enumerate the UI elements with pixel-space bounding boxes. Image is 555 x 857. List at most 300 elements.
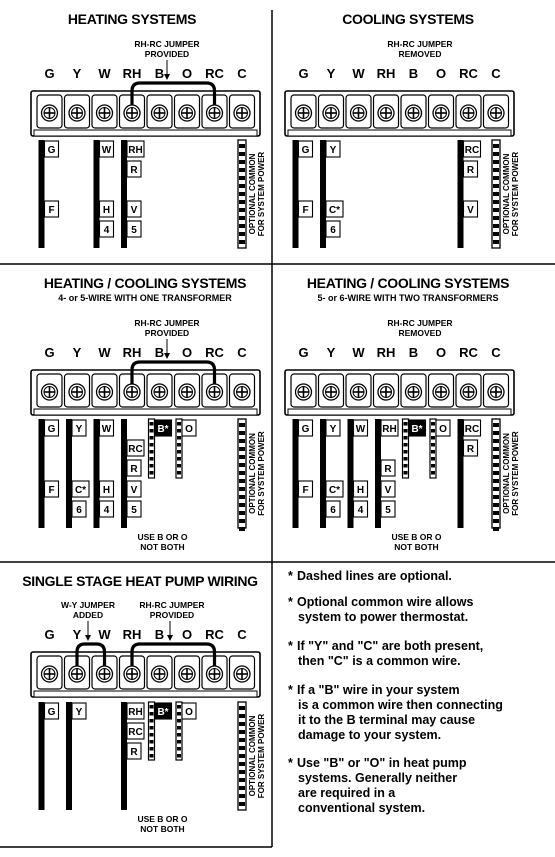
dash-mark [404, 429, 408, 433]
dash-mark [239, 447, 245, 451]
dash-mark [404, 450, 408, 454]
wire-label: V [130, 205, 138, 216]
dash-mark [239, 471, 245, 475]
wire-label: H [102, 485, 111, 496]
wire-label: RC [128, 444, 143, 455]
wire-label: R [466, 165, 475, 176]
asterisk-icon: * [288, 683, 293, 697]
wire [66, 702, 72, 810]
wire-label: RC [464, 145, 480, 156]
dash-mark [493, 152, 499, 156]
terminal-strip-base [288, 409, 511, 415]
terminal-label-rh: RH [122, 345, 142, 360]
jumper-label: RH-RC JUMPER [134, 318, 200, 328]
terminal-strip-base [34, 691, 257, 697]
terminal-label-rh: RH [122, 66, 142, 81]
panel-title: HEATING / COOLING SYSTEMS [43, 275, 247, 291]
wire-label: G [301, 145, 310, 156]
dash-mark [493, 200, 499, 204]
dash-mark [493, 224, 499, 228]
optional-common-label: OPTIONAL COMMON [248, 715, 257, 797]
terminal-label-rh: RH [122, 627, 142, 642]
terminal-label-g: G [44, 66, 55, 81]
wire [39, 140, 45, 248]
dash-mark [150, 471, 154, 475]
dash-mark [177, 464, 181, 468]
wire [320, 140, 326, 248]
dash-mark [493, 511, 499, 515]
dash-mark [431, 436, 435, 440]
dash-mark [239, 527, 245, 531]
dash-mark [239, 168, 245, 172]
dash-mark [493, 447, 499, 451]
panel-title: HEATING SYSTEMS [67, 11, 197, 27]
dash-mark [493, 208, 499, 212]
wire-dashed [149, 702, 155, 760]
dash-mark [404, 464, 408, 468]
wire [320, 419, 326, 528]
use-b-or-o-note: USE B OR O [137, 532, 188, 542]
note-line: is a common wire then connecting [298, 698, 503, 712]
dash-mark [493, 527, 499, 531]
terminal-label-o: O [435, 345, 447, 360]
arrow-head-icon [164, 353, 170, 359]
optional-common-label: FOR SYSTEM POWER [511, 151, 520, 237]
dash-mark [177, 754, 181, 758]
dash-mark [493, 439, 499, 443]
dash-mark [493, 216, 499, 220]
dash-mark [493, 431, 499, 435]
terminal-strip-base [34, 409, 257, 415]
wire-dashed [430, 419, 436, 478]
optional-common-label: FOR SYSTEM POWER [257, 431, 266, 516]
wire [94, 419, 100, 528]
wire-label: RH [128, 707, 143, 718]
optional-common-label: FOR SYSTEM POWER [511, 431, 520, 516]
dash-mark [493, 423, 499, 427]
dash-mark [177, 719, 181, 723]
panel-subtitle: 4- or 5-WIRE WITH ONE TRANSFORMER [58, 293, 232, 303]
terminal-label-rc: RC [205, 627, 224, 642]
wire-label: W [101, 145, 112, 156]
dash-mark [239, 232, 245, 236]
dash-mark [177, 436, 181, 440]
note-line: If a "B" wire in your system [297, 683, 460, 697]
dash-mark [150, 422, 154, 426]
note-line: Use "B" or "O" in heat pump [297, 756, 467, 770]
dash-mark [493, 519, 499, 523]
wire [121, 702, 127, 810]
dash-mark [177, 726, 181, 730]
dash-mark [239, 224, 245, 228]
wire [293, 140, 299, 248]
optional-common-label: OPTIONAL COMMON [248, 433, 257, 514]
dash-mark [239, 216, 245, 220]
asterisk-icon: * [288, 639, 293, 653]
jumper-label: REMOVED [398, 49, 442, 59]
terminal-label-o: O [181, 66, 193, 81]
dash-mark [493, 144, 499, 148]
wire-label: B* [157, 424, 169, 435]
dash-mark [493, 160, 499, 164]
wire [458, 140, 464, 248]
dash-mark [493, 495, 499, 499]
dash-mark [239, 762, 245, 766]
dash-mark [239, 152, 245, 156]
panel-heat-pump [22, 573, 266, 834]
terminal-label-g: G [44, 345, 55, 360]
dash-mark [404, 457, 408, 461]
arrow-head-icon [164, 74, 170, 80]
dash-mark [239, 714, 245, 718]
dash-mark [431, 450, 435, 454]
wire [66, 419, 72, 528]
use-b-or-o-note: NOT BOTH [394, 542, 439, 552]
dash-mark [150, 450, 154, 454]
panel-title: COOLING SYSTEMS [342, 11, 474, 27]
dash-mark [177, 457, 181, 461]
dash-mark [493, 503, 499, 507]
arrow-head-icon [85, 635, 91, 641]
terminal-label-w: W [98, 627, 111, 642]
terminal-label-o: O [181, 345, 193, 360]
terminal-label-c: C [237, 66, 247, 81]
use-b-or-o-note: USE B OR O [137, 814, 188, 824]
wire-dashed [403, 419, 409, 478]
jumper-label: RH-RC JUMPER [387, 39, 453, 49]
asterisk-icon: * [288, 756, 293, 770]
dash-mark [150, 443, 154, 447]
dash-mark [150, 457, 154, 461]
optional-common-label: FOR SYSTEM POWER [257, 713, 266, 799]
wire-label: 4 [103, 505, 110, 516]
dash-mark [239, 144, 245, 148]
terminal-label-y: Y [72, 345, 82, 360]
wire [458, 419, 464, 528]
dash-mark [239, 495, 245, 499]
wire [39, 702, 45, 810]
wire-dashed [176, 702, 182, 760]
terminal-label-g: G [44, 627, 55, 642]
wire-label: 6 [76, 505, 82, 516]
terminal-label-y: Y [72, 66, 82, 81]
wire-label: C* [328, 485, 341, 496]
terminal-label-g: G [298, 66, 309, 81]
dash-mark [239, 487, 245, 491]
dash-mark [150, 719, 154, 723]
wire-label: R [130, 464, 138, 475]
wire-label: F [302, 205, 309, 216]
dash-mark [431, 464, 435, 468]
wire-label: C* [74, 485, 87, 496]
dash-mark [239, 802, 245, 806]
asterisk-icon: * [288, 595, 293, 609]
dash-mark [239, 738, 245, 742]
jumper-label: RH-RC JUMPER [139, 600, 205, 610]
panel-heating-cooling-two-transformers [285, 275, 520, 552]
dash-mark [239, 176, 245, 180]
dash-mark [150, 726, 154, 730]
dash-mark [150, 754, 154, 758]
dash-mark [177, 747, 181, 751]
dash-mark [239, 240, 245, 244]
panel-heating-cooling-one-transformer [31, 275, 266, 552]
wire-label: V [130, 485, 138, 496]
dash-mark [239, 208, 245, 212]
dash-mark [177, 740, 181, 744]
terminal-label-c: C [491, 66, 501, 81]
terminal-label-g: G [298, 345, 309, 360]
terminal-label-rh: RH [376, 345, 396, 360]
jumper-label: PROVIDED [149, 610, 195, 620]
terminal-label-w: W [352, 66, 365, 81]
wire [375, 419, 381, 528]
dash-mark [493, 471, 499, 475]
jumper-label: W-Y JUMPER [61, 600, 115, 610]
dash-mark [239, 519, 245, 523]
terminal-label-c: C [237, 345, 247, 360]
panel-title: SINGLE STAGE HEAT PUMP WIRING [22, 573, 258, 589]
wire-label: RC [128, 727, 143, 738]
dash-mark [493, 240, 499, 244]
dash-mark [404, 471, 408, 475]
terminal-label-rc: RC [459, 66, 478, 81]
dash-mark [493, 168, 499, 172]
wire-label: G [47, 424, 56, 435]
dash-mark [431, 422, 435, 426]
terminal-label-rh: RH [376, 66, 396, 81]
wire-label: 5 [131, 505, 137, 516]
panel-subtitle: 5- or 6-WIRE WITH TWO TRANSFORMERS [317, 293, 499, 303]
dash-mark [493, 176, 499, 180]
terminal-label-b: B [408, 66, 419, 81]
dash-mark [239, 431, 245, 435]
dash-mark [239, 160, 245, 164]
dash-mark [239, 455, 245, 459]
wire-label: O [185, 707, 193, 718]
wire-label: RC [464, 424, 480, 435]
dash-mark [177, 443, 181, 447]
wire-label: 4 [103, 225, 110, 236]
jumper-label: PROVIDED [144, 328, 190, 338]
dash-mark [150, 733, 154, 737]
wire-label: Y [75, 424, 83, 435]
dash-mark [177, 450, 181, 454]
dash-mark [150, 747, 154, 751]
wire-label: F [302, 485, 309, 496]
dash-mark [431, 429, 435, 433]
wire-label: 5 [131, 225, 137, 236]
dash-mark [239, 511, 245, 515]
dash-mark [239, 794, 245, 798]
terminal-label-w: W [98, 345, 111, 360]
wire-label: Y [75, 707, 83, 718]
dash-mark [431, 471, 435, 475]
wire-label: H [356, 485, 365, 496]
dash-mark [493, 455, 499, 459]
jumper-label: ADDED [72, 610, 104, 620]
wire [293, 419, 299, 528]
dash-mark [150, 436, 154, 440]
jumper-label: PROVIDED [144, 49, 190, 59]
dash-mark [150, 705, 154, 709]
terminal-label-y: Y [326, 66, 336, 81]
dash-mark [239, 786, 245, 790]
wire-label: 6 [330, 225, 336, 236]
dash-mark [239, 439, 245, 443]
terminal-label-c: C [491, 345, 501, 360]
dash-mark [177, 471, 181, 475]
terminal-label-rc: RC [205, 345, 224, 360]
wire-label: H [102, 205, 111, 216]
jumper-label: RH-RC JUMPER [387, 318, 453, 328]
wire-dashed [176, 419, 182, 478]
dash-mark [239, 192, 245, 196]
dash-mark [493, 487, 499, 491]
wire-label: O [185, 424, 193, 435]
wire-label: R [130, 747, 138, 758]
dash-mark [493, 232, 499, 236]
dash-mark [150, 464, 154, 468]
terminal-label-w: W [352, 345, 365, 360]
optional-common-label: OPTIONAL COMMON [248, 153, 257, 235]
wire [348, 419, 354, 528]
note-line: systems. Generally neither [298, 771, 458, 785]
dash-mark [239, 754, 245, 758]
wire-label: 4 [357, 505, 364, 516]
dash-mark [150, 712, 154, 716]
terminal-label-o: O [181, 627, 193, 642]
jumper-label: RH-RC JUMPER [134, 39, 200, 49]
wire-label: 5 [385, 505, 391, 516]
terminal-label-c: C [237, 627, 247, 642]
optional-common-label: OPTIONAL COMMON [502, 153, 511, 235]
dash-mark [404, 436, 408, 440]
note-line: Dashed lines are optional. [297, 569, 452, 583]
wire-label: V [467, 205, 474, 216]
wire-label: C* [328, 205, 341, 216]
dash-mark [177, 422, 181, 426]
dash-mark [431, 443, 435, 447]
dash-mark [177, 429, 181, 433]
dash-mark [177, 705, 181, 709]
wire-label: G [301, 424, 310, 435]
wire-label: G [47, 145, 56, 156]
optional-common-label: OPTIONAL COMMON [502, 433, 511, 514]
dash-mark [239, 463, 245, 467]
wire-label: R [130, 165, 138, 176]
wire-label: RH [128, 145, 143, 156]
note-line: system to power thermostat. [298, 610, 469, 624]
wire-label: RH [382, 424, 397, 435]
dash-mark [150, 429, 154, 433]
terminal-label-b: B [408, 345, 419, 360]
dash-mark [404, 422, 408, 426]
terminal-label-o: O [435, 66, 447, 81]
terminal-label-b: B [154, 66, 165, 81]
wire-dashed [149, 419, 155, 478]
wire-label: F [48, 205, 55, 216]
wire-label: F [48, 485, 55, 496]
optional-common-label: FOR SYSTEM POWER [257, 151, 266, 237]
panel-heating-systems [31, 11, 266, 248]
note-line: then "C" is a common wire. [298, 654, 461, 668]
wire-label: R [466, 444, 475, 455]
dash-mark [431, 457, 435, 461]
note-line: are required in a [298, 786, 396, 800]
dash-mark [150, 740, 154, 744]
wire-label: V [384, 485, 392, 496]
wire [94, 140, 100, 248]
use-b-or-o-note: NOT BOTH [140, 542, 185, 552]
note-line: damage to your system. [298, 728, 442, 742]
dash-mark [404, 443, 408, 447]
dash-mark [177, 712, 181, 716]
wire [39, 419, 45, 528]
note-line: If "Y" and "C" are both present, [297, 639, 484, 653]
dash-mark [493, 184, 499, 188]
wire [121, 419, 127, 528]
dash-mark [239, 503, 245, 507]
terminal-label-rc: RC [459, 345, 478, 360]
terminal-label-b: B [154, 345, 165, 360]
jumper-label: REMOVED [398, 328, 442, 338]
wire-label: W [355, 424, 366, 435]
notes-section [288, 569, 503, 815]
terminal-label-w: W [98, 66, 111, 81]
dash-mark [239, 200, 245, 204]
wire-label: 6 [330, 505, 336, 516]
dash-mark [493, 479, 499, 483]
panel-cooling-systems [285, 11, 520, 248]
dash-mark [177, 733, 181, 737]
terminal-strip-base [288, 130, 511, 136]
wire [121, 140, 127, 248]
note-line: conventional system. [298, 801, 426, 815]
note-line: Optional common wire allows [297, 595, 474, 609]
dash-mark [239, 423, 245, 427]
terminal-label-b: B [154, 627, 165, 642]
terminal-label-y: Y [326, 345, 336, 360]
dash-mark [493, 192, 499, 196]
note-line: it to the B terminal may cause [298, 713, 476, 727]
dash-mark [239, 706, 245, 710]
wire-label: W [101, 424, 112, 435]
panel-title: HEATING / COOLING SYSTEMS [306, 275, 510, 291]
wire-label: R [384, 464, 392, 475]
wire-label: G [47, 707, 56, 718]
wire-label: B* [411, 424, 423, 435]
arrow-head-icon [167, 635, 173, 641]
terminal-strip-base [34, 130, 257, 136]
wire-label: B* [157, 707, 169, 718]
asterisk-icon: * [288, 569, 293, 583]
use-b-or-o-note: NOT BOTH [140, 824, 185, 834]
dash-mark [239, 770, 245, 774]
wire-label: Y [329, 424, 337, 435]
terminal-label-rc: RC [205, 66, 224, 81]
dash-mark [239, 730, 245, 734]
dash-mark [239, 746, 245, 750]
wire-label: Y [329, 145, 337, 156]
use-b-or-o-note: USE B OR O [391, 532, 442, 542]
wire-label: O [439, 424, 447, 435]
dash-mark [239, 778, 245, 782]
dash-mark [239, 722, 245, 726]
dash-mark [493, 463, 499, 467]
terminal-label-y: Y [72, 627, 82, 642]
dash-mark [239, 184, 245, 188]
